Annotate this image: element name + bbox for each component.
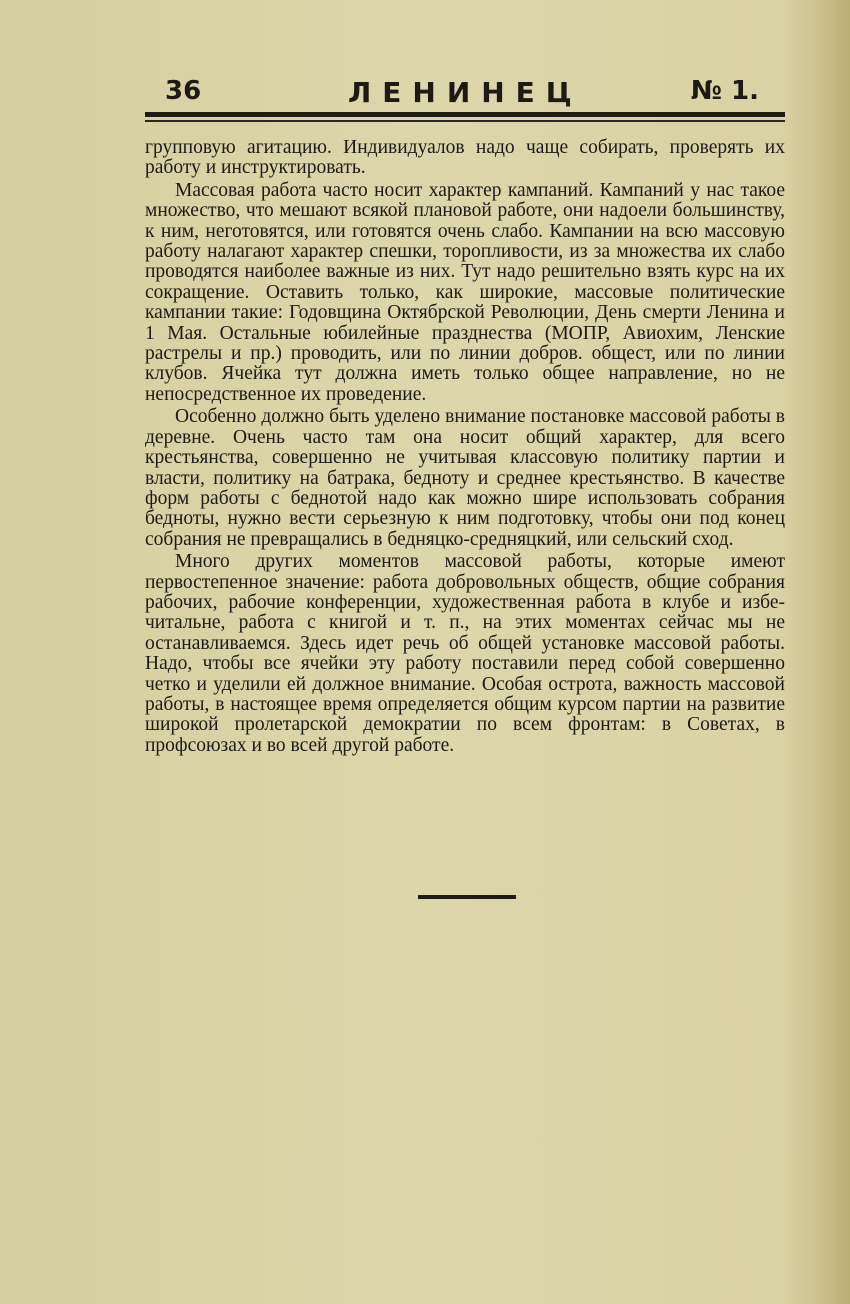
paragraph: Особенно должно быть уделено внимание постановке массовой работы в деревне. Очень часто там она носит общий характер, для всего крестьянства, совершенно не учитывая классовую политику партии и власти, политику на батрака, бедноту и среднее крестьянство. В качестве форм работы с беднотой надо как можно шире использовать собрания бедноты, нужно вести серьезную к ним подготовку, чтобы они под конец собрания не превращались в бедняцко-средняцкий, или сельский сход. (145, 406, 785, 550)
paragraph: Массовая работа часто носит характер кампаний. Кампаний у нас такое множество, что мешают всякой плановой работе, они надоели большинству, к ним, неготовятся, или готовятся очень слабо. Кампании на всю массовую работу налагают характер спешки, торопливости, из за множества их слабо проводятся наиболее важные из них. Тут надо решительно взять курс на их сокращение. Оставить только, как широкие, массовые политические кампании такие: Годовщина Октябрской Революции, День смерти Ленина и 1 Мая. Остальные юбилейные празднества (МОПР, Авиохим, Ленские растрелы и пр.) проводить, или по линии добров. общест, или по линии клубов. Ячейка тут должна иметь только общее направление, но не непосредственное их проведение. (145, 179, 785, 405)
header-rule-thin (145, 120, 785, 122)
end-rule (418, 895, 516, 899)
issue-number: № 1. (690, 76, 759, 106)
page-header (145, 76, 785, 112)
paragraph: Много других моментов массовой работы, которые имеют первостепенное значение: работа добровольных обществ, общие собрания рабочих, рабочие конференции, художественная работа в клубе и избе-читальне, работа с книгой и т. п., на этих моментах сейчас мы не останавливаемся. Здесь идет речь об общей установке массовой работы. Надо, чтобы все ячейки эту работу поставили перед собой совершенно четко и уделили ей должное внимание. Особая острота, важность массовой работы, в настоящее время определяется общим курсом партии на развитие широкой пролетарской демократии по всем фронтам: в Советах, в профсоюзах и во всей другой работе. (145, 551, 785, 756)
page-number: 36 (165, 76, 202, 106)
journal-title: ЛЕНИНЕЦ (348, 76, 583, 109)
paragraph-continued: групповую агитацию. Индивидуалов надо чаще собирать, проверять их работу и инструктировать. (145, 137, 785, 179)
article-body (145, 138, 785, 756)
header-rule-thick (145, 112, 785, 117)
